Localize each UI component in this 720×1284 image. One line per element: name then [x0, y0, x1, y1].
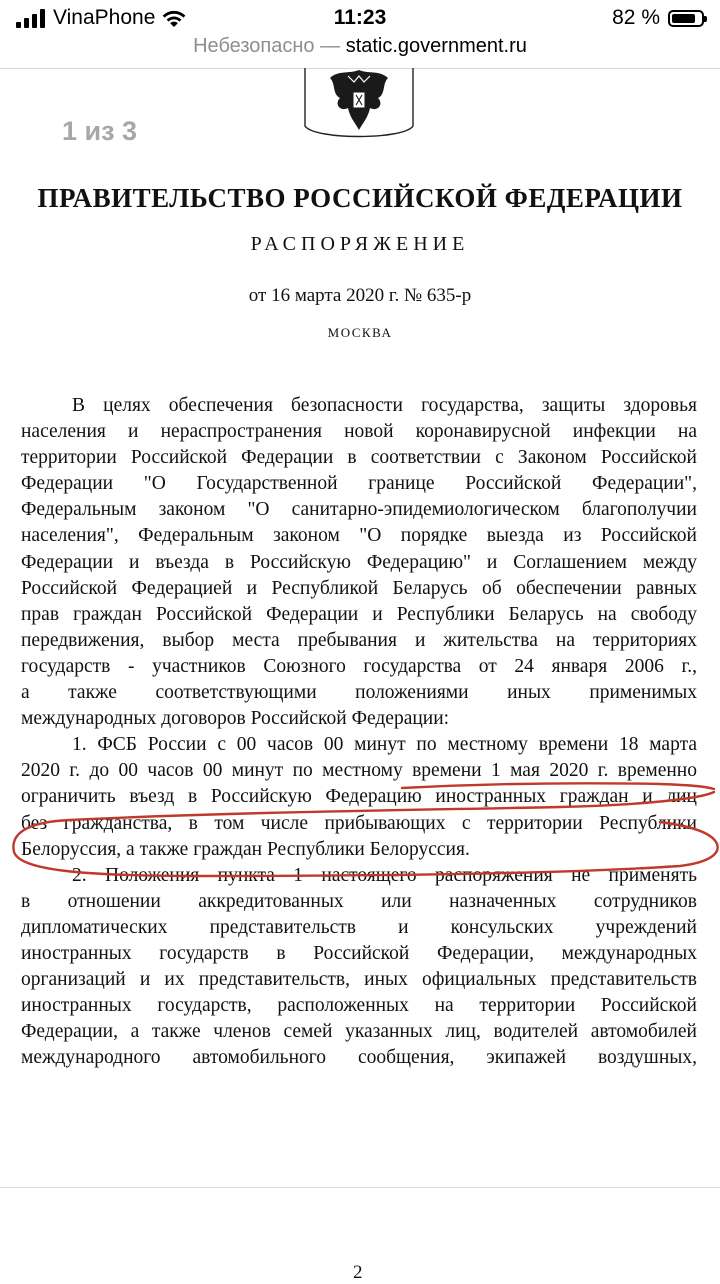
body-line: иностранных государств, расположенных на территории Российской [21, 995, 697, 1017]
body-line: В целях обеспечения безопасности государства, защиты здоровья [72, 395, 697, 416]
body-line: в отношении аккредитованных или назначенных сотрудников [21, 890, 697, 912]
page-indicator: 1 из 3 [62, 116, 138, 146]
body-line: Российской Федерацией и Республикой Беларусь об обеспечении равных [21, 577, 697, 599]
body-line: без гражданства, в том числе прибывающих с территории Республики [21, 812, 697, 834]
status-bar [0, 0, 720, 36]
body-line: ограничить въезд в Российскую Федерацию иностранных граждан и лиц [21, 786, 697, 808]
next-page-number: 2 [353, 1262, 363, 1283]
document-city: МОСКВА [327, 325, 393, 340]
document-body [21, 393, 697, 1071]
body-line: международных договоров Российской Федерации: [21, 708, 450, 730]
body-line: населения", Федеральным законом "О порядке выезда из Российской [21, 525, 697, 547]
page-separator [0, 1187, 720, 1188]
body-line: Федерации "О Государственной границе Российской Федерации", [21, 473, 697, 495]
body-line: Федерации, а также членов семей указанных лиц, водителей автомобилей [21, 1021, 697, 1043]
battery-icon [668, 10, 704, 27]
document-title: ПРАВИТЕЛЬСТВО РОССИЙСКОЙ ФЕДЕРАЦИИ [37, 183, 683, 213]
body-line: организаций и их представительств, иных официальных представительств [21, 969, 697, 991]
body-line: 2. Положения пункта 1 настоящего распоряжения не применять [72, 864, 697, 886]
body-line: 1. ФСБ России с 00 часов 00 минут по местному времени 18 марта [72, 734, 697, 756]
address-bar[interactable] [0, 32, 720, 62]
body-line: Федеральным законом "О санитарно-эпидемиологическом благополучии [21, 499, 697, 521]
body-line: международного автомобильного сообщения, экипажей воздушных, [21, 1047, 697, 1069]
body-line: населения и нераспространения новой коронавирусной инфекции на [21, 421, 697, 443]
clock: 11:23 [333, 6, 387, 29]
carrier-name: VinaPhone [53, 6, 156, 29]
body-line: дипломатических представительств и консульских учреждений [21, 916, 697, 938]
document-date-number: от 16 марта 2020 г. № 635-р [248, 285, 472, 306]
body-line: Федерации и въезда в Российскую Федерацию" и Соглашением между [21, 551, 697, 573]
battery-level-fill [672, 14, 695, 23]
document-type: РАСПОРЯЖЕНИЕ [250, 233, 470, 255]
body-line: иностранных государств в Российской Федерации, международных [21, 942, 697, 964]
body-line: прав граждан Российской Федерации и Республики Беларусь на свободу [21, 603, 697, 625]
security-label: Небезопасно — [193, 35, 341, 57]
body-line: 2020 г. до 00 часов 00 минут по местному времени 1 мая 2020 г. временно [21, 760, 697, 782]
url-domain: static.government.ru [345, 35, 527, 57]
body-line: передвижения, выбор места пребывания и жительства на территориях [21, 629, 697, 651]
body-line: территории Российской Федерации в соответствии с Законом Российской [21, 447, 697, 469]
body-line: государств - участников Союзного государства от 24 января 2006 г., [21, 655, 697, 677]
battery-percent: 82 % [612, 6, 660, 29]
body-line: а также соответствующими положениями иных применимых [21, 682, 697, 704]
coat-of-arms-icon [304, 68, 414, 142]
body-line: Белоруссия, а также граждан Республики Белоруссия. [21, 838, 470, 860]
